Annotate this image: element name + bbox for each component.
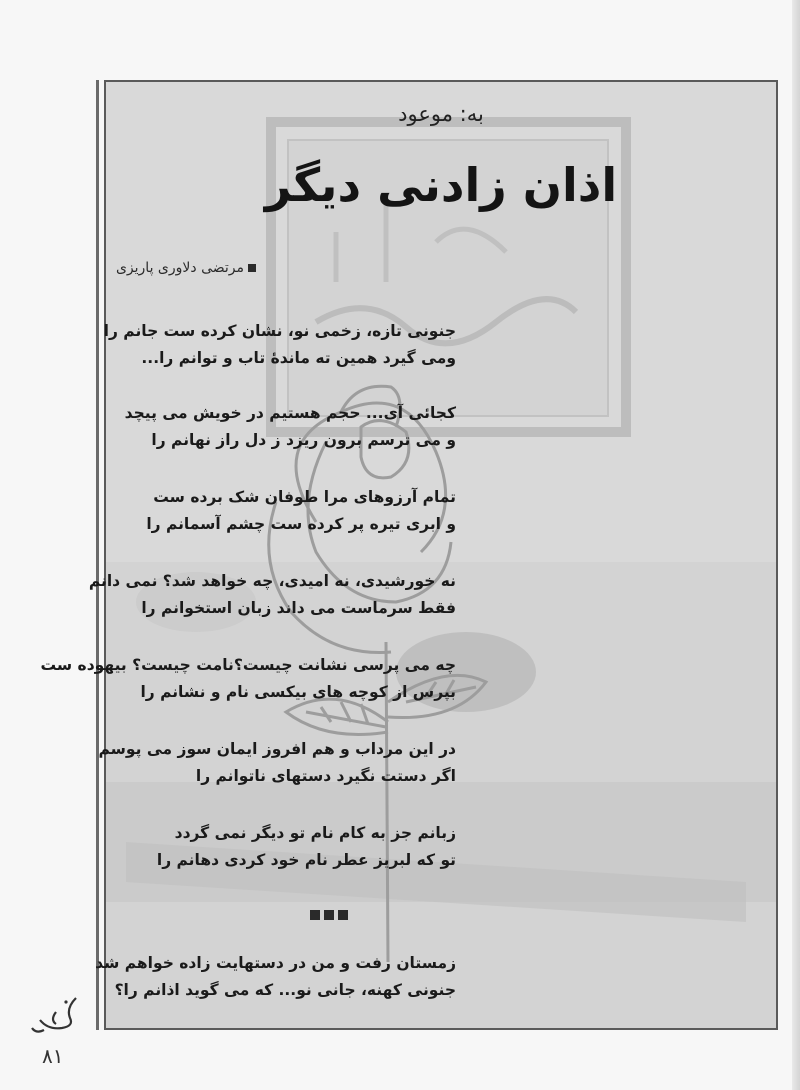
stanza <box>125 400 456 454</box>
poem-frame <box>40 80 778 1030</box>
separator-square-icon <box>338 910 348 920</box>
poem-line: فقط سرماست می داند زبان استخوانم را <box>141 599 456 617</box>
separator-square-icon <box>310 910 320 920</box>
poem-line: جنونی تازه، زخمی نو، نشان کرده ست جانم را <box>103 322 456 340</box>
author-name: مرتضی دلاوری پاریزی <box>115 260 244 276</box>
poem-line: تو که لبریز عطر نام خود کردی دهانم را <box>156 851 456 869</box>
poem-line: نه خورشیدی، نه امیدی، چه خواهد شد؟ نمی دانم <box>88 572 456 590</box>
page-number: ۸۱ <box>42 1044 64 1068</box>
stanza <box>41 652 457 706</box>
stanza <box>157 820 456 874</box>
stanza-separator <box>310 910 348 920</box>
poem-line: جنونی کهنه، جانی نو... که می گوید اذانم را؟ <box>114 981 456 999</box>
poem-line: زمستان رفت و من در دستهایت زاده خواهم شد <box>95 954 456 972</box>
poem-line: بپرس از کوچه های بیکسی نام و نشانم را <box>140 683 456 701</box>
stanza <box>146 484 456 538</box>
author-byline <box>116 260 256 276</box>
stanza <box>89 568 456 622</box>
poem-line: کجائی آی... حجم هستیم در خویش می پیچد <box>124 404 456 422</box>
page-edge <box>792 0 800 1090</box>
stanza <box>95 950 456 1004</box>
poem-line: و ابری تیره پر کرده ست چشم آسمانم را <box>146 515 456 533</box>
stanza <box>104 318 456 372</box>
poem-line: زبانم جز به کام نام تو دیگر نمی گردد <box>174 824 456 842</box>
separator-square-icon <box>324 910 334 920</box>
poem-line: چه می پرسی نشانت چیست؟نامت چیست؟ بیهوده ست <box>40 656 456 674</box>
bullet-square-icon <box>248 264 256 272</box>
poem-line: و می ترسم برون ریزد ز دل راز نهانم را <box>151 431 456 449</box>
poem-line: ومی گیرد همین ته ماندهٔ تاب و توانم را... <box>141 349 456 367</box>
poem-line: اگر دستت نگیرد دستهای ناتوانم را <box>195 767 456 785</box>
kerman-logo <box>26 990 86 1040</box>
poem-line: تمام آرزوهای مرا طوفان شک برده ست <box>153 488 456 506</box>
stanza <box>99 736 456 790</box>
poem-content <box>40 82 776 1028</box>
dedication-subtitle: به: موعود <box>398 102 484 126</box>
poem-title: اذان زادنی دیگر <box>264 158 618 212</box>
side-rule <box>96 80 99 1030</box>
poem-line: در این مرداب و هم افروز ایمان سوز می پوسم <box>98 740 456 758</box>
